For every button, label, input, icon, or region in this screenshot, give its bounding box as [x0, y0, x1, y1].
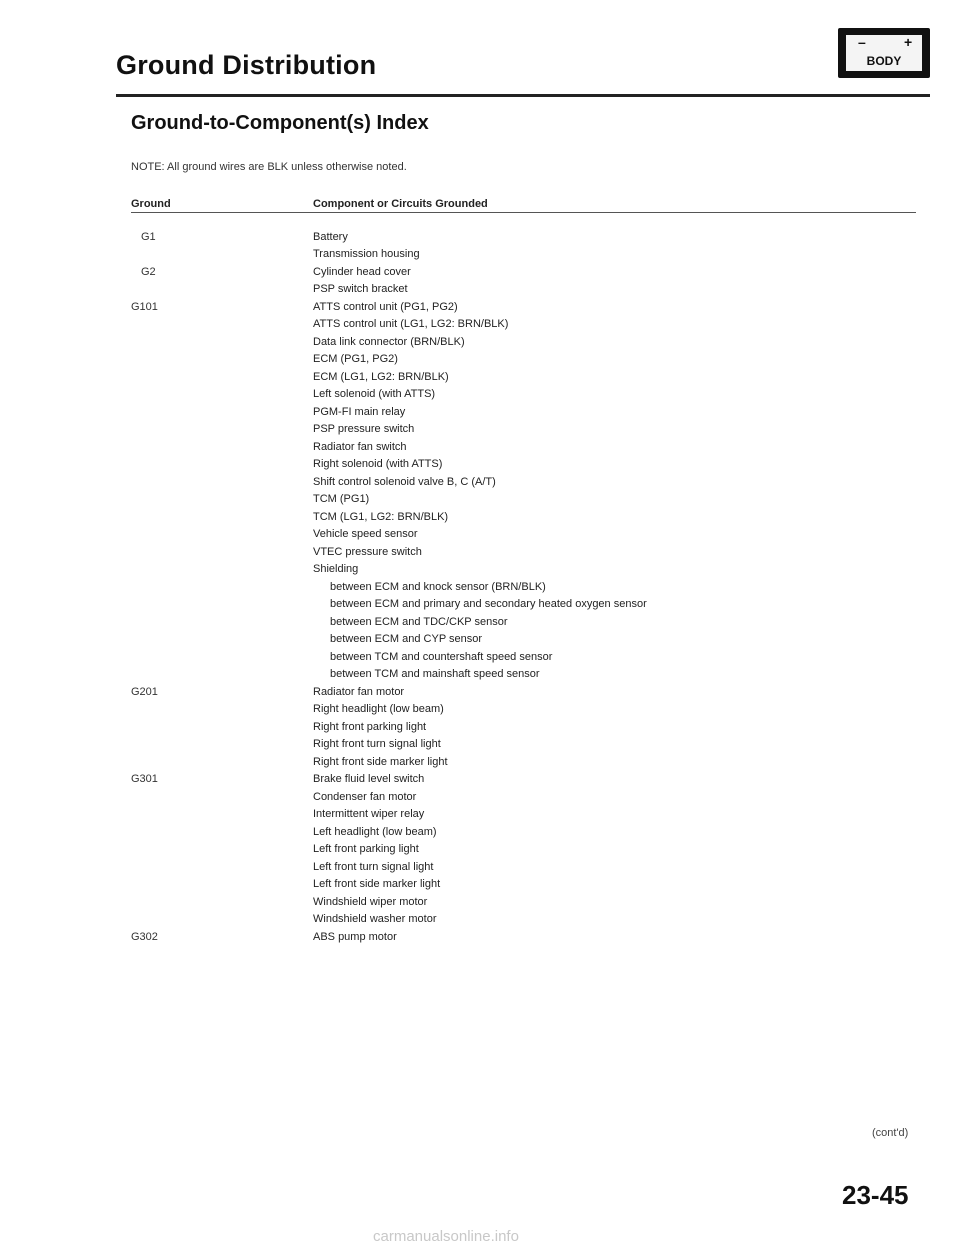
ground-label: G2 — [141, 266, 156, 278]
badge-plus: + — [904, 34, 913, 50]
ground-label: G1 — [141, 231, 156, 243]
component-line: Transmission housing — [313, 248, 420, 260]
component-line: Brake fluid level switch — [313, 773, 425, 785]
section-title: Ground-to-Component(s) Index — [131, 112, 429, 134]
component-line: ATTS control unit (LG1, LG2: BRN/BLK) — [313, 318, 509, 330]
component-line: Left front parking light — [313, 843, 419, 855]
ground-label: G101 — [131, 301, 158, 313]
body-section-badge — [838, 28, 930, 78]
component-line: Left front side marker light — [313, 878, 441, 890]
component-line: Cylinder head cover — [313, 266, 411, 278]
component-line: between ECM and CYP sensor — [330, 633, 483, 645]
component-line: Right headlight (low beam) — [313, 703, 444, 715]
component-line: Radiator fan motor — [313, 686, 405, 698]
ground-label: G301 — [131, 773, 158, 785]
component-line: between ECM and primary and secondary heated oxygen sensor — [330, 598, 647, 610]
title-divider — [116, 94, 930, 97]
ground-label: G201 — [131, 686, 158, 698]
page-number: 23-45 — [842, 1180, 909, 1210]
component-line: Left solenoid (with ATTS) — [313, 388, 436, 400]
component-line: Shielding — [313, 563, 359, 575]
continued-note: (cont'd) — [872, 1127, 909, 1139]
component-line: PSP switch bracket — [313, 283, 408, 295]
component-line: Left headlight (low beam) — [313, 826, 437, 838]
component-line: Battery — [313, 231, 348, 243]
page-title: Ground Distribution — [116, 50, 377, 80]
component-line: between TCM and countershaft speed sensor — [330, 651, 553, 663]
component-line: ECM (LG1, LG2: BRN/BLK) — [313, 371, 449, 383]
badge-label: BODY — [866, 54, 902, 68]
column-header-ground: Ground — [131, 198, 171, 210]
watermark: carmanualsonline.info — [373, 1228, 519, 1245]
component-line: Radiator fan switch — [313, 441, 407, 453]
badge-minus: – — [858, 34, 866, 50]
component-line: Windshield wiper motor — [313, 896, 428, 908]
battery-icon — [846, 35, 922, 71]
component-line: TCM (LG1, LG2: BRN/BLK) — [313, 511, 449, 523]
component-line: Shift control solenoid valve B, C (A/T) — [313, 476, 496, 488]
component-line: Windshield washer motor — [313, 913, 437, 925]
component-line: between ECM and TDC/CKP sensor — [330, 616, 508, 628]
component-line: Condenser fan motor — [313, 791, 417, 803]
component-line: Intermittent wiper relay — [313, 808, 425, 820]
component-line: PGM-FI main relay — [313, 406, 406, 418]
component-line: Left front turn signal light — [313, 861, 434, 873]
component-line: TCM (PG1) — [313, 493, 370, 505]
component-line: Vehicle speed sensor — [313, 528, 418, 540]
component-line: Right solenoid (with ATTS) — [313, 458, 443, 470]
component-line: Right front parking light — [313, 721, 427, 733]
component-line: ATTS control unit (PG1, PG2) — [313, 301, 458, 313]
ground-label: G302 — [131, 931, 158, 943]
component-line: Right front turn signal light — [313, 738, 441, 750]
section-note: NOTE: All ground wires are BLK unless otherwise noted. — [131, 161, 407, 173]
component-line: between TCM and mainshaft speed sensor — [330, 668, 540, 680]
header-divider — [131, 212, 916, 213]
component-line: Data link connector (BRN/BLK) — [313, 336, 465, 348]
column-header-component: Component or Circuits Grounded — [313, 198, 488, 210]
component-line: PSP pressure switch — [313, 423, 415, 435]
component-line: between ECM and knock sensor (BRN/BLK) — [330, 581, 546, 593]
component-line: VTEC pressure switch — [313, 546, 422, 558]
component-line: Right front side marker light — [313, 756, 448, 768]
component-line: ABS pump motor — [313, 931, 397, 943]
component-line: ECM (PG1, PG2) — [313, 353, 398, 365]
